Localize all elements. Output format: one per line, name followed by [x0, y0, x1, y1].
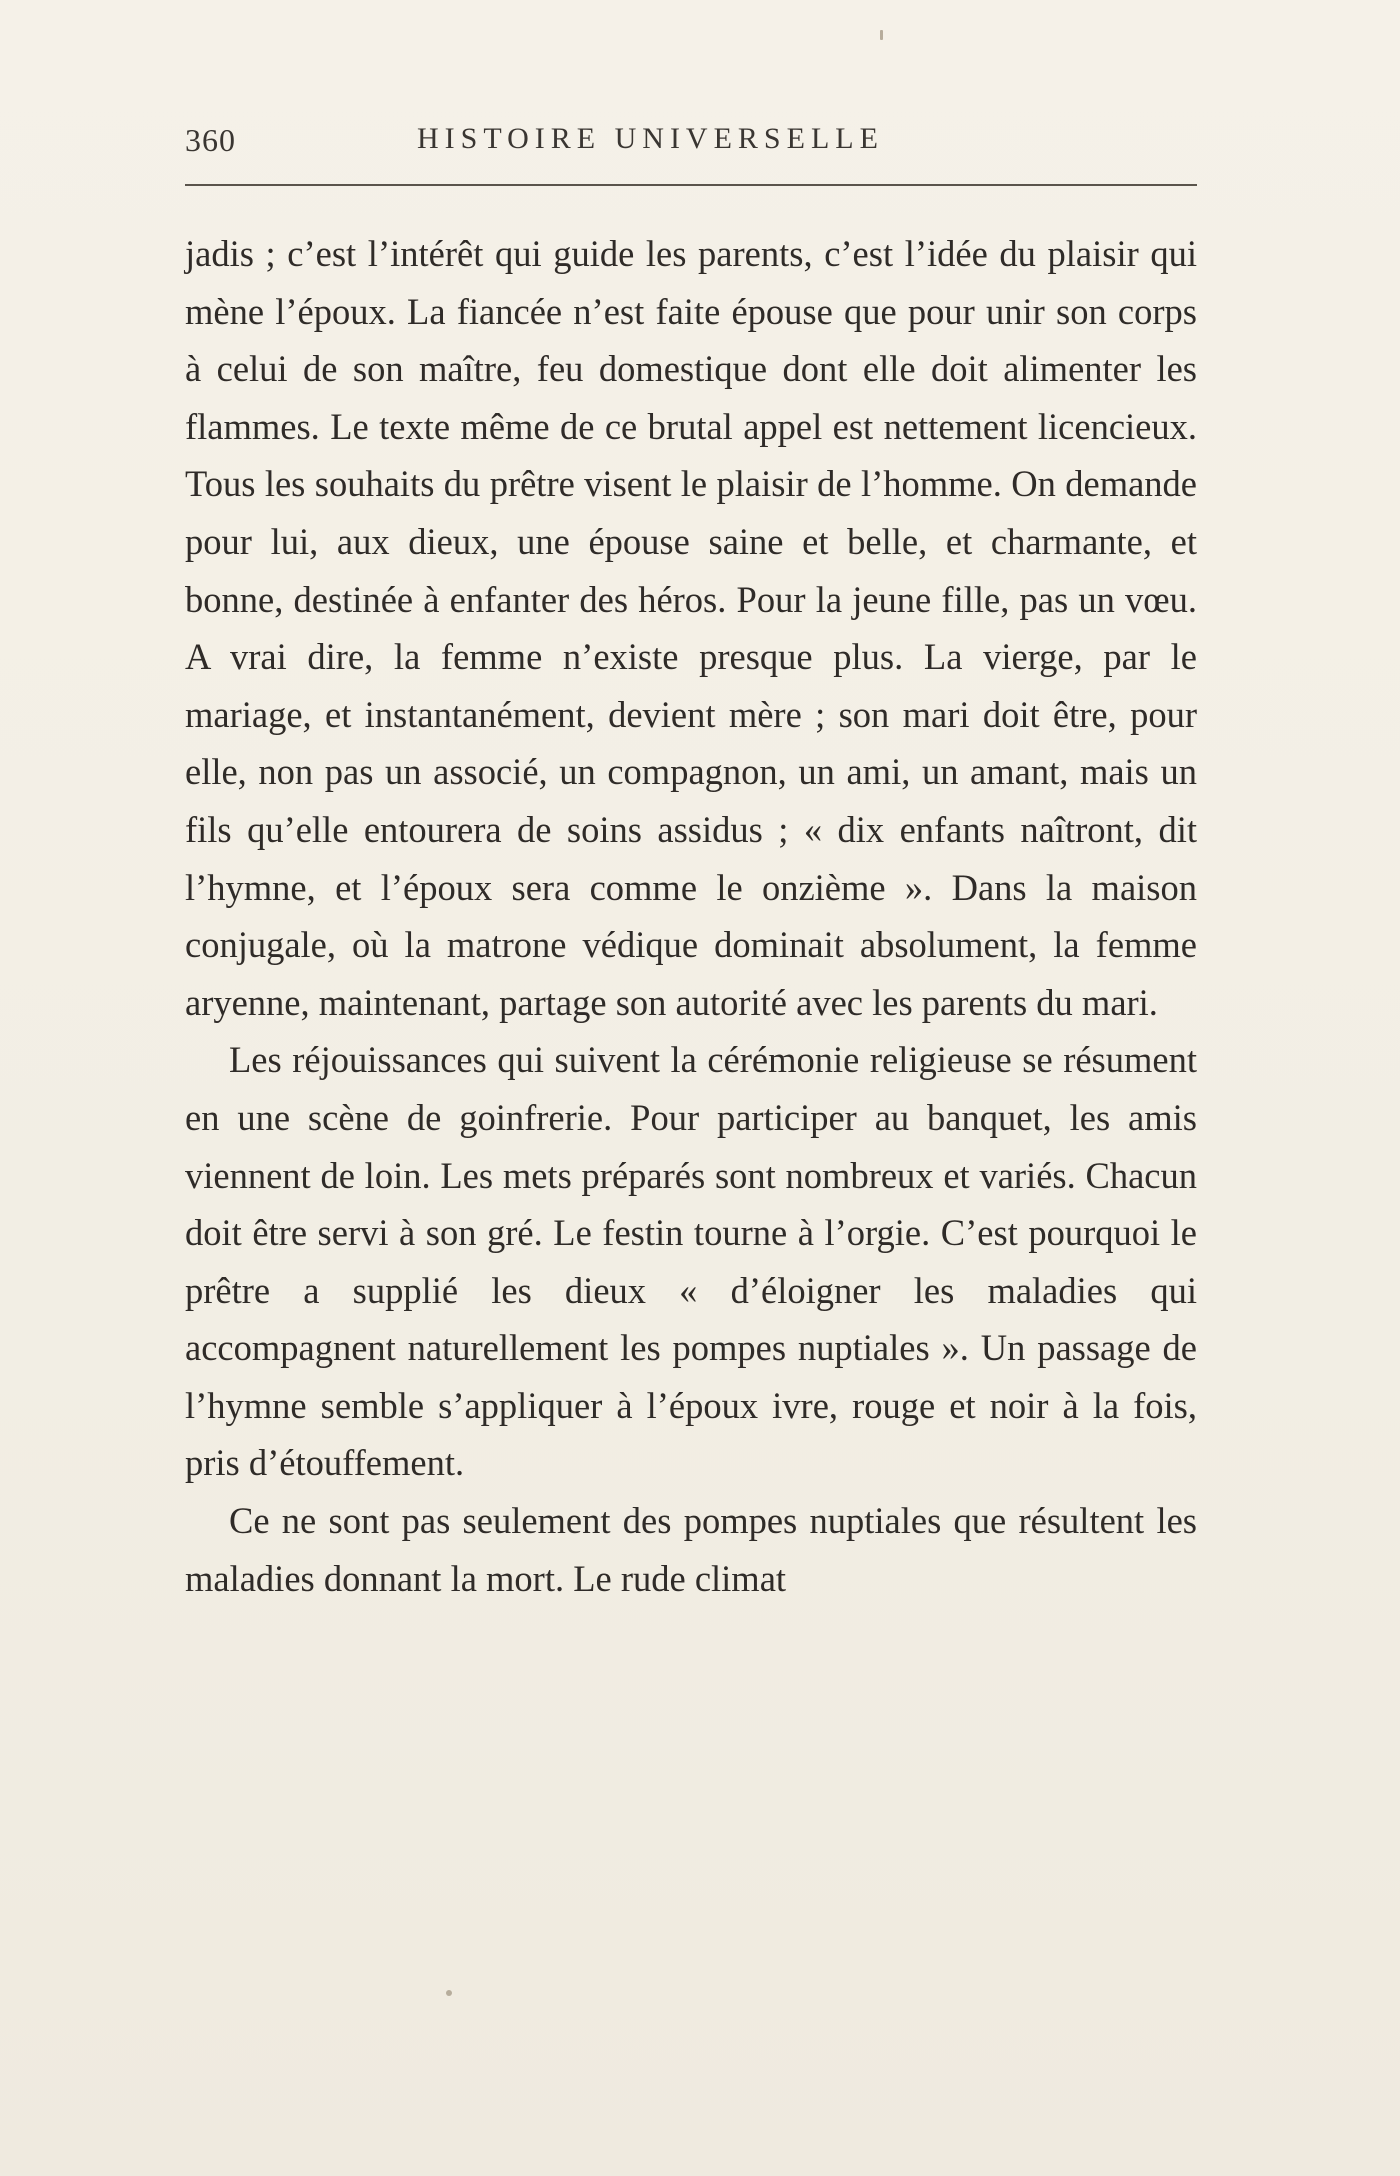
- paragraph-festivities: Les réjouissances qui suivent la cérémonie religieuse se résument en une scène de goinfrerie. Pour participer au banquet, les amis viennent de loin. Les mets préparés sont nombreux et variés. Chacun doit être servi à son gré. Le festin tourne à l’orgie. C’est pourquoi le prêtre a supplié les dieux « d’éloigner les maladies qui accompagnent naturellement les pompes nuptiales ». Un passage de l’hymne semble s’appliquer à l’époux ivre, rouge et noir à la fois, pris d’étouffement.: [185, 1039, 1197, 1484]
- running-title: HISTOIRE UNIVERSELLE: [417, 122, 884, 155]
- header-rule: [185, 184, 1197, 186]
- page-number: 360: [185, 122, 236, 158]
- body-text: [185, 225, 1197, 1607]
- paragraph-continued: jadis ; c’est l’intérêt qui guide les parents, c’est l’idée du plaisir qui mène l’époux. La fiancée n’est faite épouse que pour unir son corps à celui de son maître, feu domestique dont elle doit alimenter les flammes. Le texte même de ce brutal appel est nettement licencieux. Tous les souhaits du prêtre visent le plaisir de l’homme. On demande pour lui, aux dieux, une épouse saine et belle, et charmante, et bonne, destinée à enfanter des héros. Pour la jeune fille, pas un vœu. A vrai dire, la femme n’existe presque plus. La vierge, par le mariage, et instantanément, devient mère ; son mari doit être, pour elle, non pas un associé, un compagnon, un ami, un amant, mais un fils qu’elle entourera de soins assidus ; « dix enfants naîtront, dit l’hymne, et l’époux sera comme le onzième ». Dans la maison conjugale, où la matrone védique dominait absolument, la femme aryenne, maintenant, partage son autorité avec les parents du mari.: [185, 233, 1197, 1023]
- paper-mark: [880, 30, 883, 40]
- paper-speck: [446, 1990, 452, 1996]
- paragraph-diseases: Ce ne sont pas seulement des pompes nuptiales que résultent les maladies donnant la mort. Le rude climat: [185, 1500, 1197, 1599]
- page-header: [185, 118, 1197, 158]
